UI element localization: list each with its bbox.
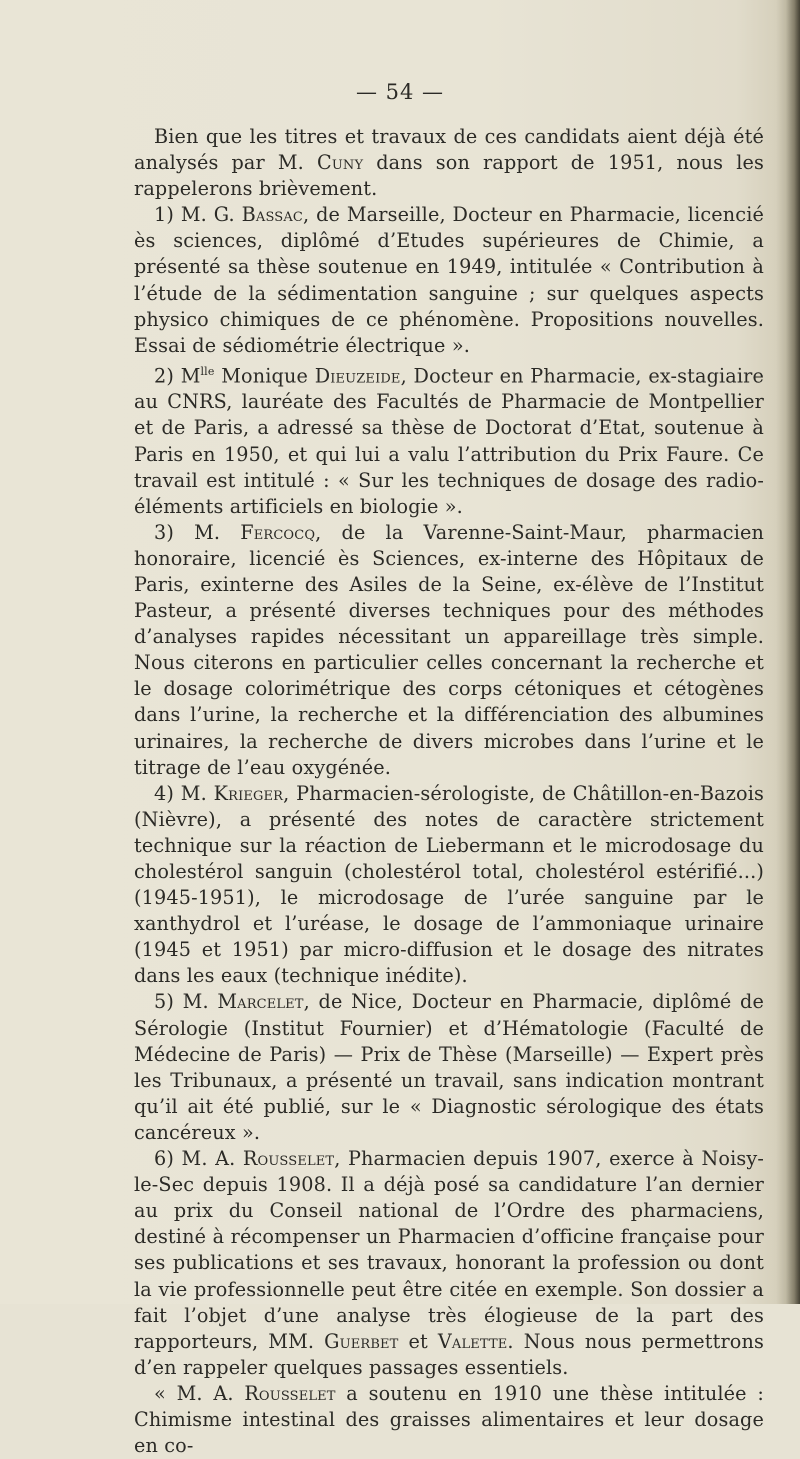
person-name: Fercocq — [240, 520, 316, 544]
text-run: . Nous nous permettrons d’en rappeler quelques passages essentiels. — [134, 1329, 764, 1379]
text-run: et — [398, 1329, 438, 1353]
text-run: , de Marseille, Docteur en Pharmacie, licencié ès sciences, diplômé d’Etudes supérieures de Chimie, a présenté sa thèse soutenue en 1949, intitulée « Contribution à l’étude de la sédimentation sanguine ; sur quelques aspects physico chimiques de ce phénomène. Propositions nouvelles. Essai de sédiométrie électrique ». — [134, 203, 764, 357]
paragraph — [134, 202, 764, 359]
text-run: , Pharmacien depuis 1907, exerce à Noisy-le-Sec depuis 1908. Il a déjà posé sa candidature l’an dernier au prix du Conseil national de l’Ordre des pharmaciens, destiné à récompenser un Pharmacien d’officine française pour ses publications et ses travaux, honorant la profession ou dont la vie professionnelle peut être citée en exemple. Son dossier a fait l’objet d’une analyse très élogieuse de la part des rapporteurs, MM. — [134, 1147, 764, 1353]
text-run: , Docteur en Pharmacie, ex-stagiaire au CNRS, lauréate des Facultés de Pharmacie de Montpellier et de Paris, a adressé sa thèse de Doctorat d’Etat, soutenue à Paris en 1950, et qui lui a valu l’attribution du Prix Faure. Ce travail est intitulé : « Sur les techniques de dosage des radio-éléments artificiels en biologie ». — [134, 364, 765, 518]
text-run: 1) M. G. — [154, 203, 242, 227]
text-run: « M. A. — [154, 1381, 245, 1405]
paragraph — [134, 1381, 764, 1459]
text-run: a soutenu en 1910 une thèse intitulée : Chimisme intestinal des graisses alimentaires et leur dosage en co- — [134, 1381, 764, 1458]
person-name: Marcelet — [217, 990, 304, 1014]
text-run: 5) M. — [154, 990, 218, 1014]
text-run: 2) M — [154, 364, 201, 388]
page-number: — 54 — — [355, 80, 445, 104]
person-name: Krieger — [213, 781, 284, 805]
text-run: , Pharmacien-sérologiste, de Châtillon-en-Bazois (Nièvre), a présenté des notes de caractère strictement technique sur la réaction de Liebermann et le microdosage du cholestérol sanguin (cholestérol total, cholestérol estérifié...) (1945-1951), le microdosage de l’urée sanguine par le xanthydrol et l’uréase, le dosage de l’ammoniaque urinaire (1945 et 1951) par micro-diffusion et le dosage des nitrates dans les eaux (technique inédite). — [134, 781, 764, 988]
paragraph — [134, 124, 764, 202]
page-edge-shadow — [786, 0, 800, 1304]
person-name: Guerbet — [324, 1329, 399, 1353]
paragraph — [134, 1146, 764, 1381]
superscript: lle — [200, 364, 215, 378]
person-name: Cuny — [316, 151, 364, 175]
paragraph — [134, 989, 764, 1146]
person-name: Valette — [437, 1329, 508, 1353]
text-run: 4) M. — [154, 781, 214, 805]
body-text — [134, 124, 764, 1459]
text-run: Bien que les titres et travaux de ces candidats aient déjà été analysés par M. — [134, 125, 764, 175]
text-run: 3) M. — [154, 520, 241, 544]
paragraph — [134, 781, 764, 990]
text-run: , de Nice, Docteur en Pharmacie, diplômé de Sérologie (Institut Fournier) et d’Hématologie (Faculté de Médecine de Paris) — Prix de Thèse (Marseille) — Expert près les Tribunaux, a présenté un travail, sans indication montrant qu’il ait été publié, sur le « Diagnostic sérologique des états cancéreux ». — [134, 990, 764, 1144]
text-run: 6) M. A. — [154, 1147, 243, 1171]
person-name: Dieuzeide — [314, 364, 401, 388]
text-run: , de la Varenne-Saint-Maur, pharmacien honoraire, licencié ès Sciences, ex-interne des Hôpitaux de Paris, exinterne des Asiles de la Seine, ex-élève de l’Institut Pasteur, a présenté diverses techniques pour des méthodes d’analyses rapides nécessitant un appareillage très simple. Nous citerons en particulier celles concernant la recherche et le dosage colorimétrique des corps cétoniques et cétogènes dans l’urine, la recherche et la différenciation des albumines urinaires, la recherche de divers microbes dans l’urine et le titrage de l’eau oxygénée. — [134, 520, 764, 779]
text-run: dans son rapport de 1951, nous les rappelerons brièvement. — [134, 151, 764, 201]
text-run: Monique — [214, 364, 315, 388]
paragraph — [134, 520, 764, 781]
person-name: Rousselet — [242, 1147, 335, 1171]
person-name: Bassac — [241, 203, 303, 227]
person-name: Rousselet — [244, 1381, 336, 1405]
paragraph — [134, 359, 764, 520]
